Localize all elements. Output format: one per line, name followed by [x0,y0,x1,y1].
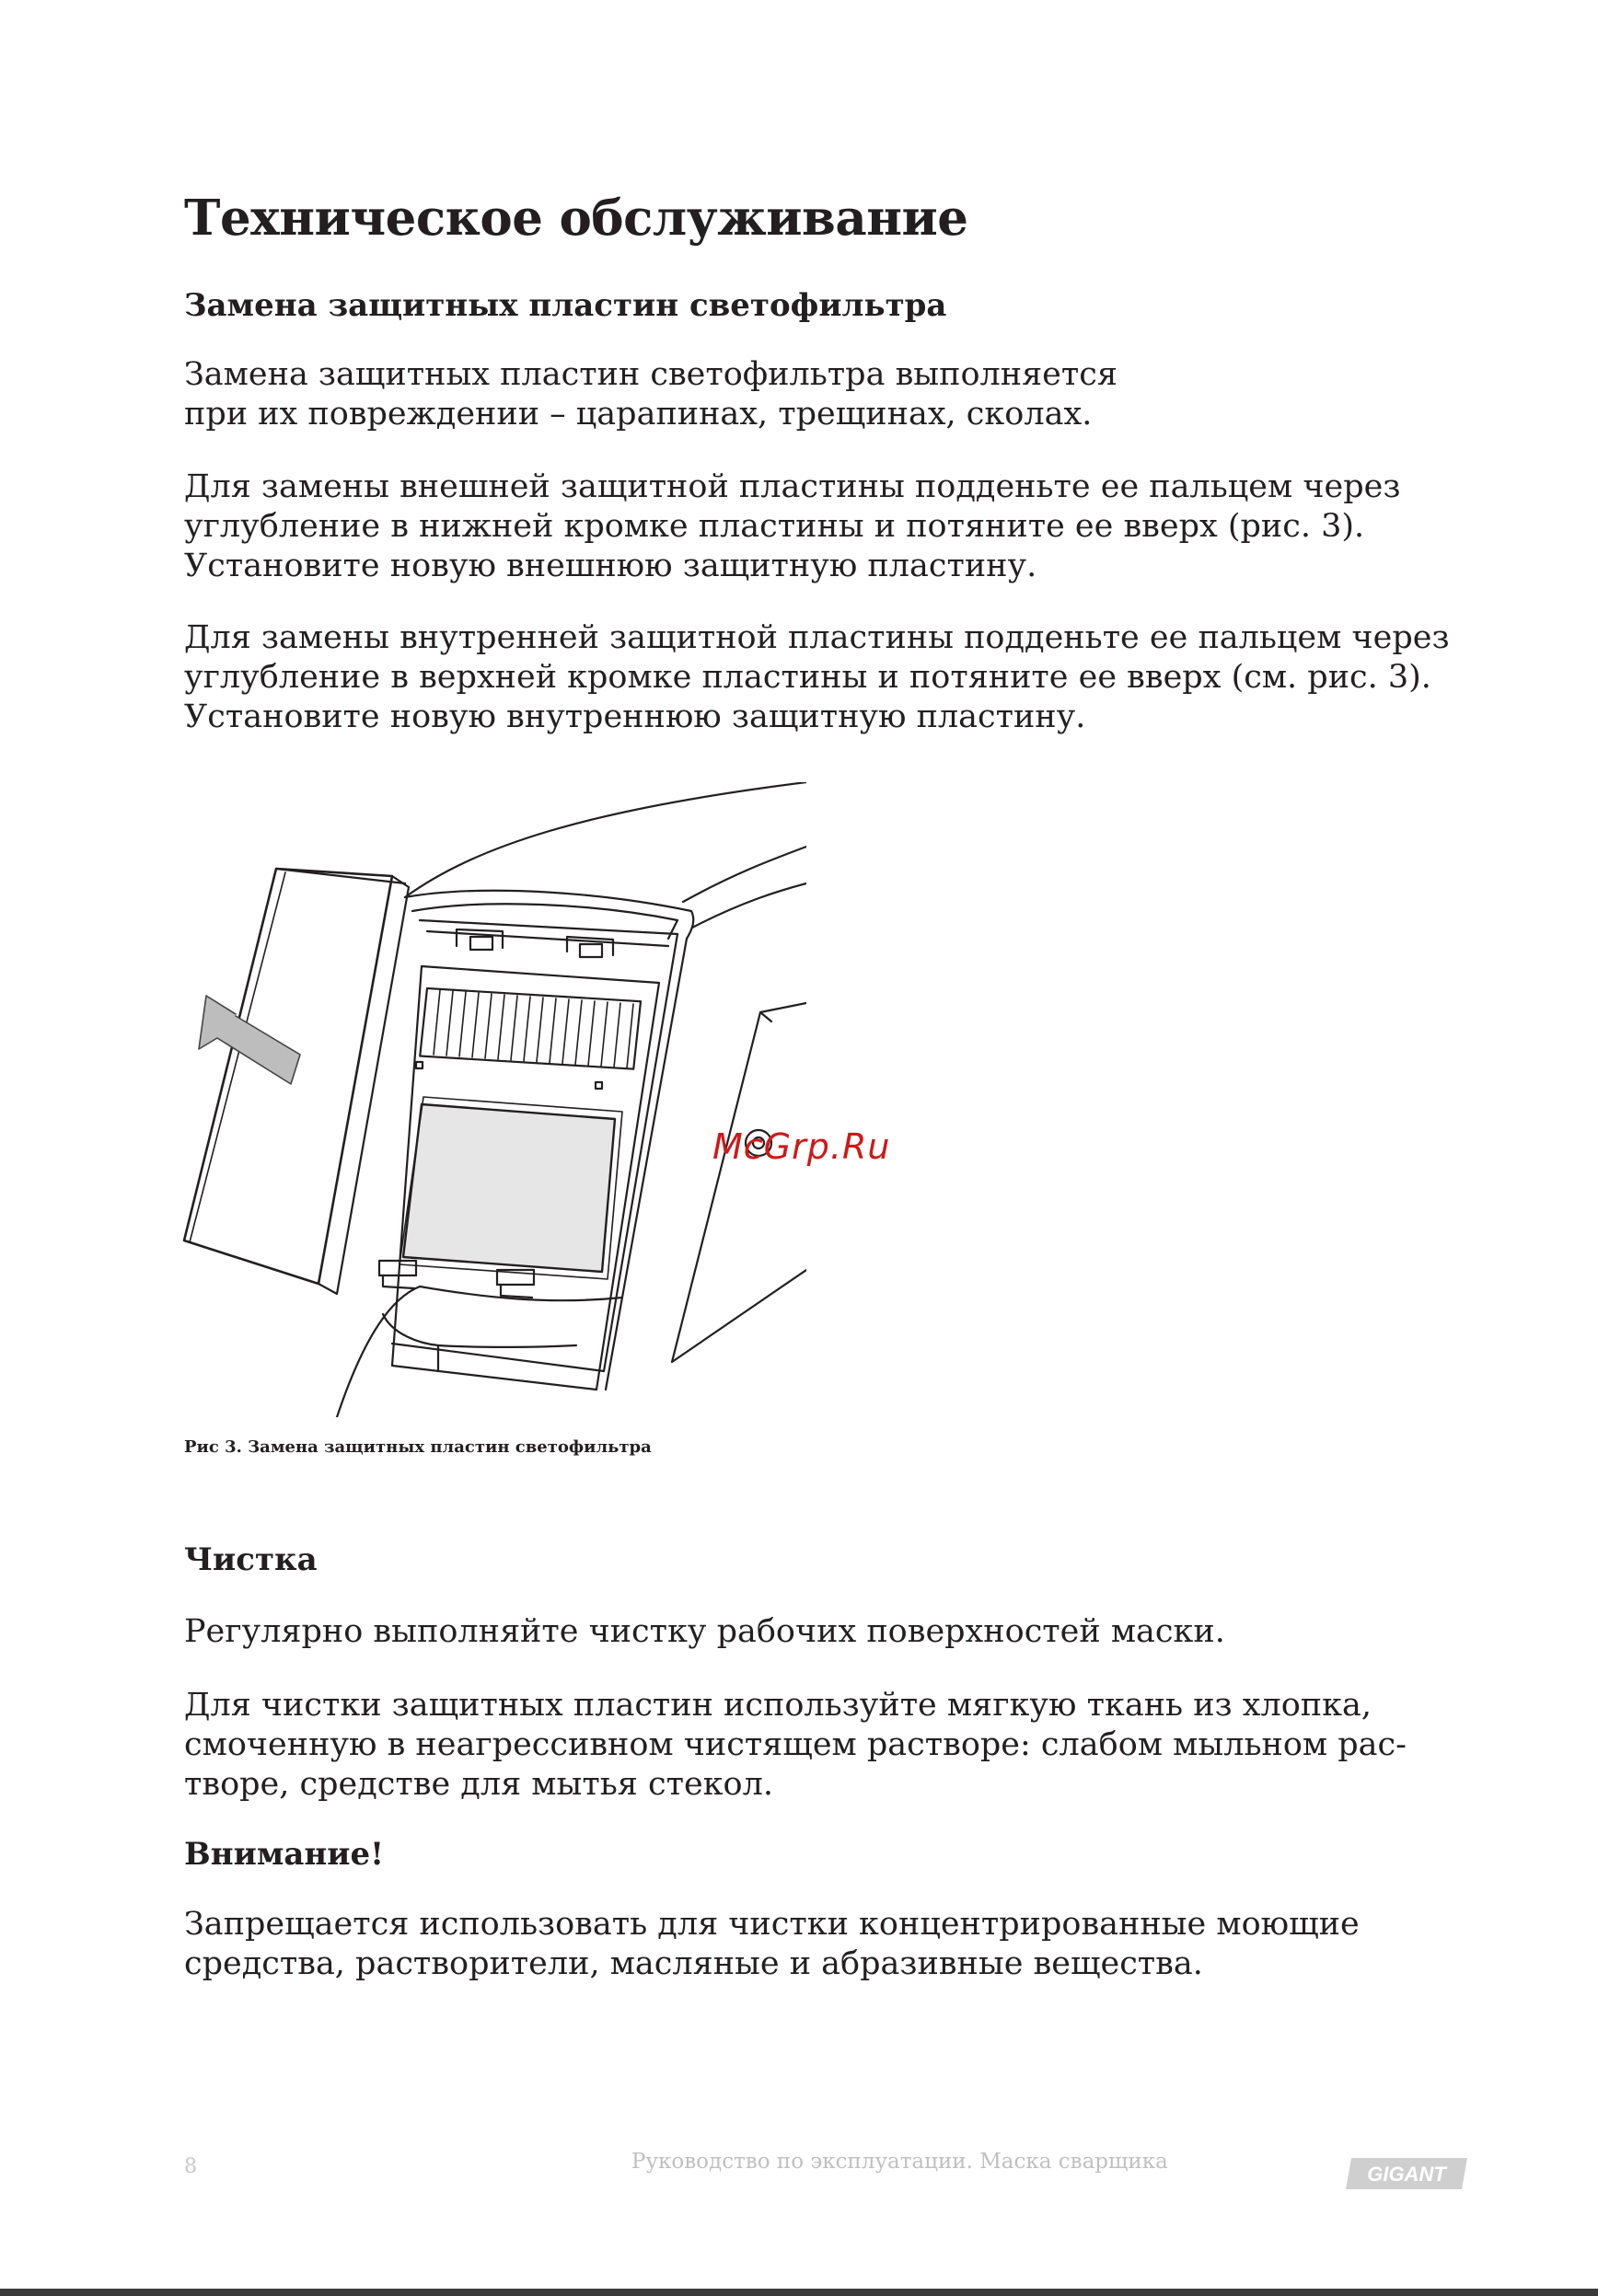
paragraph-line: средства, растворители, масляные и абразивные вещества. [184,1945,1203,1982]
paragraph-line: Запрещается использовать для чистки концентрированные моющие [184,1906,1360,1943]
helmet-side [760,1012,771,1021]
helmet-outline [405,782,806,897]
footer-text: Руководство по эксплуатации. Маска сварщика [631,2150,1168,2174]
paragraph-line: творе, средстве для мытья стекол. [184,1766,773,1803]
paragraph [184,1686,1491,1805]
brand-logo [1346,2158,1467,2189]
viewing-window [403,1104,615,1272]
paragraph [184,467,1491,586]
sensor-dot [596,1082,602,1089]
grille-slats [434,990,633,1068]
paragraph-line: Для замены внешней защитной пластины подденьте ее пальцем через [184,468,1401,505]
paragraph [184,355,1491,434]
helmet-outline [683,847,806,902]
paragraph-line: Для чистки защитных пластин используйте мягкую ткань из хлопка, [184,1687,1372,1724]
top-clip [457,929,503,948]
page-title: Техническое обслуживание [184,190,968,247]
bottom-clip [501,1285,532,1298]
cartridge-holder [427,931,668,946]
section-heading-plate-replacement: Замена защитных пластин светофильтра [184,287,947,324]
sensor-dot [416,1062,423,1068]
paragraph-line: углубление в верхней кромке пластины и потяните ее вверх (см. рис. 3). [184,659,1431,696]
watermark: McGrp.Ru [712,1126,891,1167]
bottom-rule [0,2289,1598,2296]
paragraph-line: Для замены внутренней защитной пластины подденьте ее пальцем через [184,619,1450,656]
paragraph-line: смоченную в неагрессивном чистящем растворе: слабом мыльном рас- [184,1726,1407,1763]
paragraph-line: Замена защитных пластин светофильтра выполняется [184,356,1117,393]
section-heading-warning: Внимание! [184,1836,385,1873]
top-clip [580,944,602,957]
page-number: 8 [184,2155,197,2178]
paragraph-line: углубление в нижней кромке пластины и потяните ее вверх (рис. 3). [184,508,1365,545]
top-clip [470,937,492,950]
paragraph-line: Установите новую внешнюю защитную пластину. [184,548,1037,584]
paragraph [184,1612,1491,1652]
helmet-chin [383,1314,576,1347]
filter-plates-illustration [180,782,806,1417]
paragraph [184,618,1491,737]
brand-logo-text: GIGANT [1367,2163,1446,2186]
bottom-clip [379,1261,416,1275]
helmet-chin [337,1286,622,1417]
paragraph [184,1905,1491,1984]
helmet-side [672,1003,806,1362]
helmet-outline [692,883,806,928]
outer-protective-plate-edge [318,876,409,1294]
figure-caption: Рис 3. Замена защитных пластин светофильтра [184,1437,652,1457]
paragraph-line: Регулярно выполняйте чистку рабочих поверхностей маски. [184,1613,1225,1650]
section-heading-cleaning: Чистка [184,1541,318,1578]
paragraph-line: Установите новую внутреннюю защитную пластину. [184,698,1086,735]
paragraph-line: при их повреждении – царапинах, трещинах, сколах. [184,396,1093,433]
